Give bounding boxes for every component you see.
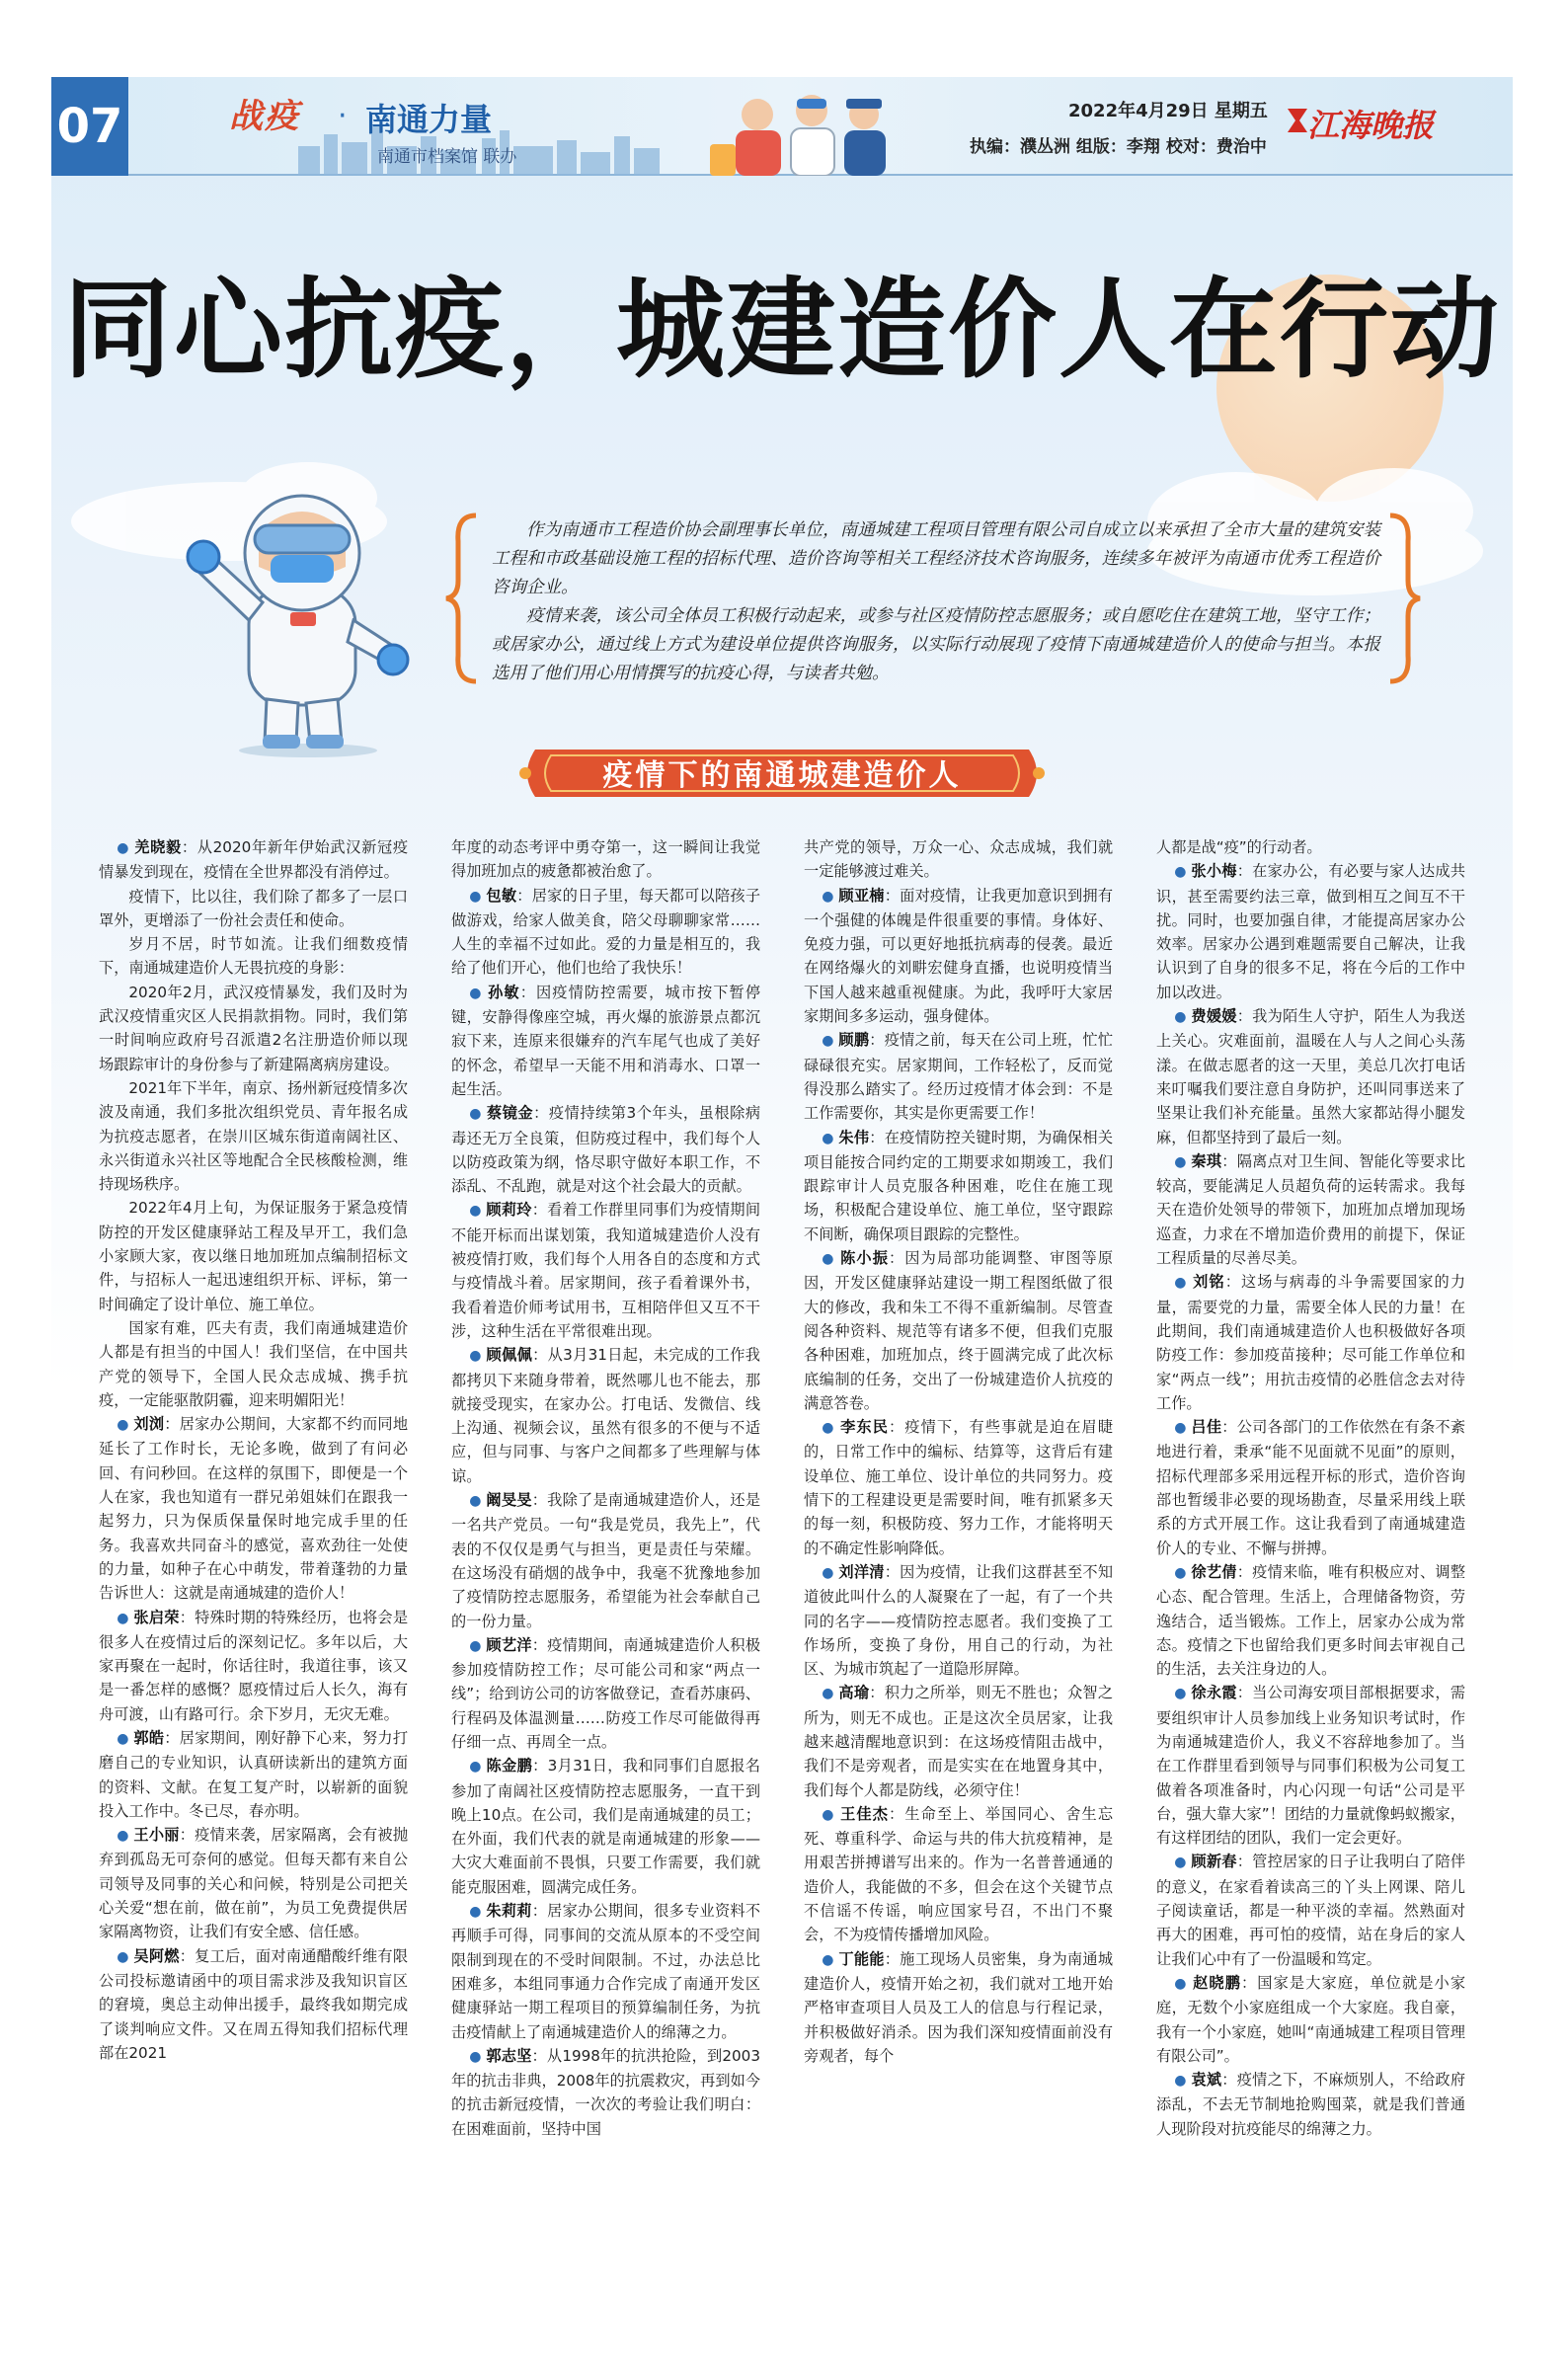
author-name: 包敏 bbox=[486, 886, 517, 905]
testimonial-text: ：在疫情防控关键时期，为确保相关项目能按合同约定的工期要求如期竣工，我们跟踪审计人员克服各种困难，吃住在施工现场，积极配合建设单位、施工单位，坚守跟踪不间断，确保项目跟踪的完整性。 bbox=[804, 1128, 1113, 1243]
bullet-icon: ● bbox=[117, 1730, 134, 1747]
bullet-icon: ● bbox=[822, 1951, 839, 1968]
body-paragraph: 2020年2月，武汉疫情暴发，我们及时为武汉疫情重灾区人民捐款捐物。同时，我们第一时间响应政府号召派遣2名注册造价师以现场跟踪审计的身份参与了新建隔离病房建设。 bbox=[99, 983, 408, 1073]
testimonial-paragraph bbox=[804, 1681, 1113, 1801]
testimonial-paragraph bbox=[99, 1944, 408, 2065]
testimonial-text: ：从2020年新年伊始武汉新冠疫情暴发到现在，疫情在全世界都没有消停过。 bbox=[99, 838, 408, 882]
testimonial-paragraph bbox=[804, 1415, 1113, 1560]
bullet-icon: ● bbox=[469, 985, 489, 1001]
bullet-icon: ● bbox=[822, 888, 839, 905]
bullet-icon: ● bbox=[1174, 2073, 1192, 2090]
bullet-icon: ● bbox=[1174, 1564, 1192, 1581]
bullet-icon: ● bbox=[822, 1806, 841, 1823]
page-number: 07 bbox=[51, 77, 128, 176]
testimonial-paragraph bbox=[1156, 1415, 1465, 1560]
testimonial-paragraph bbox=[804, 1246, 1113, 1415]
author-name: 丁能能 bbox=[838, 1949, 885, 1968]
testimonial-text: ：我为陌生人守护，陌生人为我送上关心。灾难面前，温暖在人与人之间心头荡漾。在做志愿者的这一天里，美总几次打电话来叮嘱我们要注意自身防护，还叫同事送来了坚果让我们补充能量。虽然大家都站得小腿发麻，但都坚持到了最后一刻。 bbox=[1156, 1007, 1465, 1146]
bullet-icon: ● bbox=[469, 1759, 487, 1776]
editorial-staff: 执编：濮丛洲 组版：李翔 校对：费治中 bbox=[970, 137, 1267, 157]
testimonial-text: ：看着工作群里同事们为疫情期间不能开标而出谋划策，我知道城建造价人没有被疫情打败，我们每个人用各自的态度和方式与疫情战斗着。居家期间，孩子看着课外书，我看着造价师考试用书，互相陪伴但又互不干涉，这种生活在平常很难出现。 bbox=[451, 1201, 760, 1340]
author-name: 顾鹏 bbox=[838, 1031, 870, 1050]
testimonial-text: ：疫情下，有些事就是迫在眉睫的，日常工作中的编标、结算等，这背后有建设单位、施工单位、设计单位的共同努力。疫情下的工程建设更是需要时间，唯有抓紧多天的每一刻，积极防疫、努力工作，才能将明天的不确定性影响降低。 bbox=[804, 1418, 1113, 1557]
masthead bbox=[51, 77, 1513, 176]
testimonial-text: ：隔离点对卫生间、智能化等要求比较高，要能满足人员超负荷的运转需求。我每天在造价处领导的带领下，加班加点增加现场巡查，力求在不增加造价费用的前提下，保证工程质量的尽善尽美。 bbox=[1156, 1151, 1465, 1268]
author-name: 顾佩佩 bbox=[486, 1346, 533, 1365]
bullet-icon: ● bbox=[469, 1493, 487, 1510]
testimonial-paragraph bbox=[804, 1126, 1113, 1246]
article-column bbox=[99, 835, 408, 2307]
bullet-icon: ● bbox=[1174, 1420, 1192, 1437]
testimonial-paragraph bbox=[99, 1823, 408, 1943]
continued-paragraph: 共产党的领导，万众一心、众志成城，我们就一定能够渡过难关。 bbox=[804, 838, 1113, 881]
bullet-icon: ● bbox=[1174, 1855, 1192, 1871]
testimonial-paragraph bbox=[99, 1726, 408, 1823]
bullet-icon: ● bbox=[117, 1948, 134, 1965]
right-brace-decoration bbox=[1384, 512, 1424, 684]
bullet-icon: ● bbox=[1174, 1275, 1194, 1292]
author-name: 费媛媛 bbox=[1191, 1007, 1237, 1026]
author-name: 郭志坚 bbox=[486, 2046, 532, 2065]
bullet-icon: ● bbox=[469, 1106, 487, 1123]
body-paragraph: 2021年下半年，南京、扬州新冠疫情多次波及南通，我们多批次组织党员、青年报名成为抗疫志愿者，在崇川区城东街道南阔社区、永兴街道永兴社区等地配合全民核酸检测，维持现场秩序。 bbox=[99, 1078, 408, 1194]
testimonial-paragraph bbox=[99, 835, 408, 885]
bullet-icon: ● bbox=[1174, 1009, 1192, 1026]
author-name: 高瑜 bbox=[838, 1684, 870, 1702]
bullet-icon: ● bbox=[469, 1348, 487, 1365]
testimonial-text: ：面对疫情，让我更加意识到拥有一个强健的体魄是件很重要的事情。身体好、免疫力强，可以更好地抵抗病毒的侵袭。最近在网络爆火的刘畊宏健身直播，也说明疫情当下国人越来越重视健康。为此，我呼吁大家居家期间多多运动，强身健体。 bbox=[804, 886, 1113, 1026]
testimonial-paragraph bbox=[1156, 1149, 1465, 1270]
author-name: 陈小振 bbox=[840, 1249, 890, 1268]
testimonial-paragraph bbox=[451, 884, 760, 981]
article-columns bbox=[99, 835, 1469, 2307]
bullet-icon: ● bbox=[1174, 1153, 1192, 1170]
bullet-icon: ● bbox=[469, 1637, 487, 1654]
testimonial-text: ：复工后，面对南通醋酸纤维有限公司投标邀请函中的项目需求涉及我知识盲区的窘境，奥总主动伸出援手，最终我如期完成了谈判响应文件。又在周五得知我们招标代理部在2021 bbox=[99, 1946, 408, 2062]
author-name: 徐艺倩 bbox=[1191, 1562, 1237, 1581]
testimonial-text: ：疫情来临，唯有积极应对、调整心态、配合管理。生活上，合理储备物资，劳逸结合，适当锻炼。工作上，居家办公成为常态。疫情之下也留给我们更多时间去审视自己的生活，去关注身边的人。 bbox=[1156, 1562, 1465, 1679]
bullet-icon: ● bbox=[822, 1686, 839, 1702]
bullet-icon: ● bbox=[1174, 1975, 1194, 1992]
author-name: 徐永霞 bbox=[1191, 1684, 1237, 1702]
continued-paragraph: 年度的动态考评中勇夺第一，这一瞬间让我觉得加班加点的疲惫都被治愈了。 bbox=[451, 838, 760, 881]
main-headline: 同心抗疫，城建造价人在行动 bbox=[63, 267, 1501, 393]
bullet-icon: ● bbox=[117, 1828, 134, 1845]
section-title: 疫情下的南通城建造价人 bbox=[602, 758, 962, 793]
testimonial-text: ：当公司海安项目部根据要求，需要组织审计人员参加线上业务知识考试时，作为南通城建造价人，我义不容辞地参加了。当在工作群里看到领导与同事们积极为公司复工做着各项准备时，内心闪现一句话“公司是平台，强大靠大家”！团结的力量就像蚂蚁搬家，有这样团结的团队，我们一定会更好。 bbox=[1156, 1684, 1465, 1848]
author-name: 孙敏 bbox=[488, 983, 520, 1001]
testimonial-paragraph bbox=[1156, 1971, 1465, 2068]
author-name: 顾新春 bbox=[1191, 1853, 1237, 1871]
testimonial-text: ：因为疫情，让我们这群甚至不知道彼此叫什么的人凝聚在了一起，有了一个共同的名字——疫情防控志愿者。我们变换了工作场所，变换了身份，用自己的行动，为社区、为城市筑起了一道隐形屏障。 bbox=[804, 1562, 1113, 1679]
testimonial-paragraph bbox=[451, 1343, 760, 1488]
bullet-icon: ● bbox=[822, 1033, 839, 1050]
testimonial-paragraph bbox=[804, 884, 1113, 1029]
testimonial-paragraph bbox=[1156, 2068, 1465, 2141]
testimonial-paragraph bbox=[1156, 1004, 1465, 1149]
testimonial-paragraph bbox=[804, 1028, 1113, 1125]
bullet-icon: ● bbox=[117, 1417, 134, 1434]
testimonial-text: ：在家办公，有必要与家人达成共识，甚至需要约法三章，做到相互之间互不干扰。同时，也要加强自律，才能提高居家办公效率。居家办公遇到难题需要自己解决，让我认识到了自身的很多不足，将在今后的工作中加以改进。 bbox=[1156, 862, 1465, 1001]
author-name: 吕佳 bbox=[1191, 1418, 1222, 1437]
author-name: 赵晓鹏 bbox=[1193, 1973, 1242, 1992]
continued-paragraph: 人都是战“疫”的行动者。 bbox=[1156, 838, 1322, 856]
bullet-icon: ● bbox=[822, 1130, 839, 1146]
testimonial-text: ：居家期间，刚好静下心来，努力打磨自己的专业知识，认真研读新出的建筑方面的资料、文献。在复工复产时，以崭新的面貌投入工作中。冬已尽，春亦明。 bbox=[99, 1728, 408, 1820]
author-name: 刘浏 bbox=[133, 1415, 165, 1434]
column-logo: 战疫 bbox=[229, 97, 300, 136]
testimonial-paragraph bbox=[451, 1198, 760, 1343]
testimonial-text: ：居家的日子里，每天都可以陪孩子做游戏，给家人做美食，陪父母聊聊家常……人生的幸福不过如此。爱的力量是相互的，我给了他们开心，他们也给了我快乐！ bbox=[451, 886, 760, 978]
author-name: 蔡镜金 bbox=[486, 1104, 534, 1123]
testimonial-paragraph bbox=[99, 1606, 408, 1726]
author-name: 朱莉莉 bbox=[486, 1902, 532, 1921]
testimonial-text: ：从3月31日起，未完成的工作我都拷贝下来随身带着，既然哪儿也不能去，那就接受现实，在家办公。打电话、发微信、线上沟通、视频会议，虽然有很多的不便与不适应，但与同事、与客户之间都多了些理解与体谅。 bbox=[451, 1346, 760, 1485]
author-name: 顾艺洋 bbox=[486, 1635, 532, 1654]
author-name: 吴阿燃 bbox=[133, 1946, 180, 1965]
testimonial-paragraph bbox=[1156, 859, 1465, 1004]
testimonial-text: ：居家办公期间，大家都不约而同地延长了工作时长，无论多晚，做到了有问必回、有问秒回。在这样的氛围下，即便是一个人在家，我也知道有一群兄弟姐妹们在跟我一起努力，只为保质保量保时地完成手里的任务。我喜欢共同奋斗的感觉，喜欢劲往一处使的力量，如种子在心中萌发，带着蓬勃的力量告诉世人：这就是南通城建的造价人！ bbox=[99, 1415, 408, 1603]
testimonial-text: ：疫情来袭，居家隔离，会有被抛弃到孤岛无可奈何的感觉。但每天都有来自公司领导及同事的关心和问候，特别是公司把关心关爱“想在前，做在前”，为员工免费提供居家隔离物资，让我们有安全感、信任感。 bbox=[99, 1826, 408, 1941]
testimonial-text: ：特殊时期的特殊经历，也将会是很多人在疫情过后的深刻记忆。多年以后，大家再聚在一起时，你话往时，我道往事，该又是一番怎样的感慨？愿疫情过后人长久，海有舟可渡，山有路可行。余下岁月，无灾无难。 bbox=[99, 1608, 408, 1723]
body-paragraph: 疫情下，比以往，我们除了都多了一层口罩外，更增添了一份社会责任和使命。 bbox=[99, 887, 408, 929]
article-column bbox=[804, 835, 1113, 2307]
testimonial-paragraph bbox=[451, 1101, 760, 1198]
testimonial-text: ：从1998年的抗洪抢险，到2003年的抗击非典，2008年的抗震救灾，再到如今的抗击新冠疫情，一次次的考验让我们明白：在困难面前，坚持中国 bbox=[451, 2046, 760, 2138]
testimonial-text: ：国家是大家庭，单位就是小家庭，无数个小家庭组成一个大家庭。我自豪，我有一个小家庭，她叫“南通城建工程项目管理有限公司”。 bbox=[1156, 1973, 1465, 2065]
testimonial-paragraph bbox=[451, 1899, 760, 2044]
testimonial-text: ：疫情之前，每天在公司上班，忙忙碌碌很充实。居家期间，工作轻松了，反而觉得没那么踏实了。经历过疫情才体会到：不是工作需要你，其实是你更需要工作！ bbox=[804, 1031, 1113, 1123]
author-name: 张启荣 bbox=[133, 1608, 180, 1626]
testimonial-paragraph bbox=[451, 1633, 760, 1754]
author-name: 王佳杰 bbox=[840, 1804, 890, 1823]
bullet-icon: ● bbox=[1174, 1686, 1192, 1702]
author-name: 郭皓 bbox=[133, 1728, 165, 1747]
intro-paragraph: 作为南通市工程造价协会副理事长单位，南通城建工程项目管理有限公司自成立以来承担了全市大量的建筑安装工程和市政基础设施工程的招标代理、造价咨询等相关工程经济技术咨询服务，连续多年被评为南通市优秀工程造价咨询企业。 bbox=[492, 520, 1380, 597]
article-column bbox=[451, 835, 760, 2307]
testimonial-paragraph bbox=[804, 1560, 1113, 1681]
author-name: 张小梅 bbox=[1191, 862, 1237, 881]
bullet-icon: ● bbox=[822, 1251, 841, 1268]
column-title: 南通力量 bbox=[365, 101, 493, 138]
intro-paragraph: 疫情来袭，该公司全体员工积极行动起来，或参与社区疫情防控志愿服务；或自愿吃住在建筑工地，坚守工作；或居家办公，通过线上方式为建设单位提供咨询服务，以实际行动展现了疫情下南通城建造价人的使命与担当。本报选用了他们用心用情撰写的抗疫心得，与读者共勉。 bbox=[492, 606, 1380, 683]
author-name: 刘铭 bbox=[1193, 1273, 1225, 1292]
issue-date: 2022年4月29日 星期五 bbox=[1068, 101, 1268, 121]
author-name: 王小丽 bbox=[133, 1826, 180, 1845]
testimonial-text: ：积力之所举，则无不胜也；众智之所为，则无不成也。正是这次全员居家，让我越来越清醒地意识到：在这场疫情阻击战中，我们不是旁观者，而是实实在在地置身其中，我们每个人都是防线，必须守住！ bbox=[804, 1684, 1113, 1799]
frontline-workers-illustration bbox=[698, 85, 925, 176]
author-name: 李东民 bbox=[840, 1418, 890, 1437]
article-column bbox=[1156, 835, 1465, 2307]
testimonial-paragraph bbox=[1156, 1270, 1465, 1415]
column-separator-dot: · bbox=[338, 99, 348, 133]
author-name: 刘洋清 bbox=[838, 1562, 885, 1581]
testimonial-paragraph bbox=[804, 1947, 1113, 2068]
bullet-icon: ● bbox=[1174, 864, 1192, 881]
left-brace-decoration bbox=[442, 512, 482, 684]
newspaper-logo: 江海晚报 bbox=[1307, 107, 1435, 144]
testimonial-text: ：生命至上、举国同心、舍生忘死、尊重科学、命运与共的伟大抗疫精神，是用艰苦拼搏谱写出来的。作为一名普普通通的造价人，我能做的不多，但会在这个关键节点不信谣不传谣，响应国家号召，不出门不聚会，不为疫情传播增加风险。 bbox=[804, 1804, 1113, 1944]
testimonial-text: ：因为局部功能调整、审图等原因，开发区健康驿站建设一期工程图纸做了很大的修改，我和朱工不得不重新编制。尽管查阅各种资料、规范等有诸多不便，但我们克服各种困难，加班加点，终于圆满完成了此次标底编制的任务，交出了一份城建造价人抗疫的满意答卷。 bbox=[804, 1249, 1113, 1412]
bullet-icon: ● bbox=[469, 1203, 487, 1220]
intro-text bbox=[492, 516, 1380, 688]
bullet-icon: ● bbox=[117, 1610, 134, 1626]
author-name: 顾亚楠 bbox=[838, 886, 885, 905]
testimonial-text: ：疫情持续第3个年头，虽根除病毒还无万全良策，但防疫过程中，我们每个人以防疫政策为纲，恪尽职守做好本职工作，不添乱、不乱跑，就是对这个社会最大的贡献。 bbox=[451, 1104, 760, 1196]
testimonial-paragraph bbox=[1156, 1850, 1465, 1970]
testimonial-text: ：因疫情防控需要，城市按下暂停键，安静得像座空城，再火爆的旅游景点都沉寂下来，连原来很嫌弃的汽车尾气也成了美好的怀念，希望早一天能不用和消毒水、口罩一起生活。 bbox=[451, 983, 760, 1098]
testimonial-paragraph bbox=[451, 981, 760, 1101]
testimonial-text: ：居家办公期间，很多专业资料不再顺手可得，同事间的交流从原本的不受空间限制到现在的不受时间限制。不过，办法总比困难多，本组同事通力合作完成了南通开发区健康驿站一期工程项目的预算编制任务，为抗击疫情献上了南通城建造价人的绵薄之力。 bbox=[451, 1902, 760, 2041]
body-paragraph: 国家有难，匹夫有责，我们南通城建造价人都是有担当的中国人！我们坚信，在中国共产党的领导下，全国人民众志成城、携手抗疫，一定能驱散阴霾，迎来明媚阳光！ bbox=[99, 1318, 408, 1409]
bullet-icon: ● bbox=[822, 1420, 841, 1437]
testimonial-text: ：这场与病毒的斗争需要国家的力量，需要党的力量，需要全体人民的力量！在此期间，我们南通城建造价人也积极做好各项防疫工作：参加疫苗接种；尽可能工作单位和家“两点一线”；用抗击疫情的必胜信念去对待工作。 bbox=[1156, 1273, 1465, 1412]
testimonial-text: ：3月31日，我和同事们自愿报名参加了南阔社区疫情防控志愿服务，一直干到晚上10点。在公司，我们是南通城建的员工；在外面，我们代表的就是南通城建的形象——大灾大难面前不畏惧，只要工作需要，我们就能克服困难，圆满完成任务。 bbox=[451, 1757, 760, 1896]
testimonial-paragraph bbox=[451, 1754, 760, 1899]
testimonial-paragraph bbox=[451, 2044, 760, 2141]
bullet-icon: ● bbox=[822, 1564, 839, 1581]
testimonial-text: ：疫情期间，南通城建造价人积极参加疫情防控工作；尽可能公司和家“两点一线”；给到访公司的访客做登记，查看苏康码、行程码及体温测量……防疫工作尽可能做得再仔细一点、再周全一点。 bbox=[451, 1635, 760, 1751]
testimonial-paragraph bbox=[1156, 1681, 1465, 1850]
testimonial-paragraph bbox=[451, 1488, 760, 1633]
author-name: 阚旻旻 bbox=[486, 1491, 532, 1510]
author-name: 秦琪 bbox=[1191, 1151, 1222, 1170]
testimonial-paragraph bbox=[804, 1802, 1113, 1947]
bullet-icon: ● bbox=[469, 1904, 487, 1921]
bullet-icon: ● bbox=[469, 2048, 487, 2065]
testimonial-paragraph bbox=[99, 1412, 408, 1605]
column-partners: 南通市档案馆 联办 bbox=[377, 147, 517, 167]
author-name: 羌晓毅 bbox=[134, 838, 182, 856]
author-name: 袁斌 bbox=[1191, 2071, 1222, 2090]
author-name: 陈金鹏 bbox=[486, 1757, 533, 1776]
bullet-icon: ● bbox=[117, 840, 135, 856]
testimonial-text: ：管控居家的日子让我明白了陪伴的意义，在家看着读高三的丫头上网课、陪儿子阅读童话，都是一种平淡的幸福。然熟面对再大的困难，再可怕的疫情，站在身后的家人让我们心中有了一份温暖和笃定。 bbox=[1156, 1853, 1465, 1968]
testimonial-text: ：疫情之下，不麻烦别人，不给政府添乱，不去无节制地抢购囤菜，就是我们普通人现阶段对抗疫能尽的绵薄之力。 bbox=[1156, 2071, 1465, 2138]
body-paragraph: 岁月不居，时节如流。让我们细数疫情下，南通城建造价人无畏抗疫的身影： bbox=[99, 935, 408, 978]
author-name: 朱伟 bbox=[838, 1128, 870, 1146]
testimonial-text: ：我除了是南通城建造价人，还是一名共产党员。一句“我是党员，我先上”，代表的不仅仅是勇气与担当，更是责任与荣耀。在这场没有硝烟的战争中，我毫不犹豫地参加了疫情防控志愿服务，希望能为社会奉献自己的一份力量。 bbox=[451, 1491, 760, 1630]
author-name: 顾莉玲 bbox=[486, 1201, 532, 1220]
testimonial-paragraph bbox=[1156, 1560, 1465, 1681]
body-paragraph: 2022年4月上旬，为保证服务于紧急疫情防控的开发区健康驿站工程及早开工，我们急小家顾大家，夜以继日地加班加点编制招标文件，与招标人一起迅速组织开标、评标，第一时间确定了设计单位、施工单位。 bbox=[99, 1199, 408, 1313]
testimonial-text: ：公司各部门的工作依然在有条不紊地进行着，秉承“能不见面就不见面”的原则，招标代理部多采用远程开标的形式，造价咨询部也暂缓非必要的现场勘查，尽量采用线上联系的方式开展工作。这让我看到了南通城建造价人的专业、不懈与拼搏。 bbox=[1156, 1418, 1465, 1557]
testimonial-text: ：施工现场人员密集，身为南通城建造价人，疫情开始之初，我们就对工地开始严格审查项目人员及工人的信息与行程记录，并积极做好消杀。因为我们深知疫情面前没有旁观者，每个 bbox=[804, 1949, 1113, 2065]
page-sheet bbox=[51, 77, 1513, 2338]
bullet-icon: ● bbox=[469, 888, 487, 905]
medical-worker-mascot bbox=[180, 472, 436, 758]
